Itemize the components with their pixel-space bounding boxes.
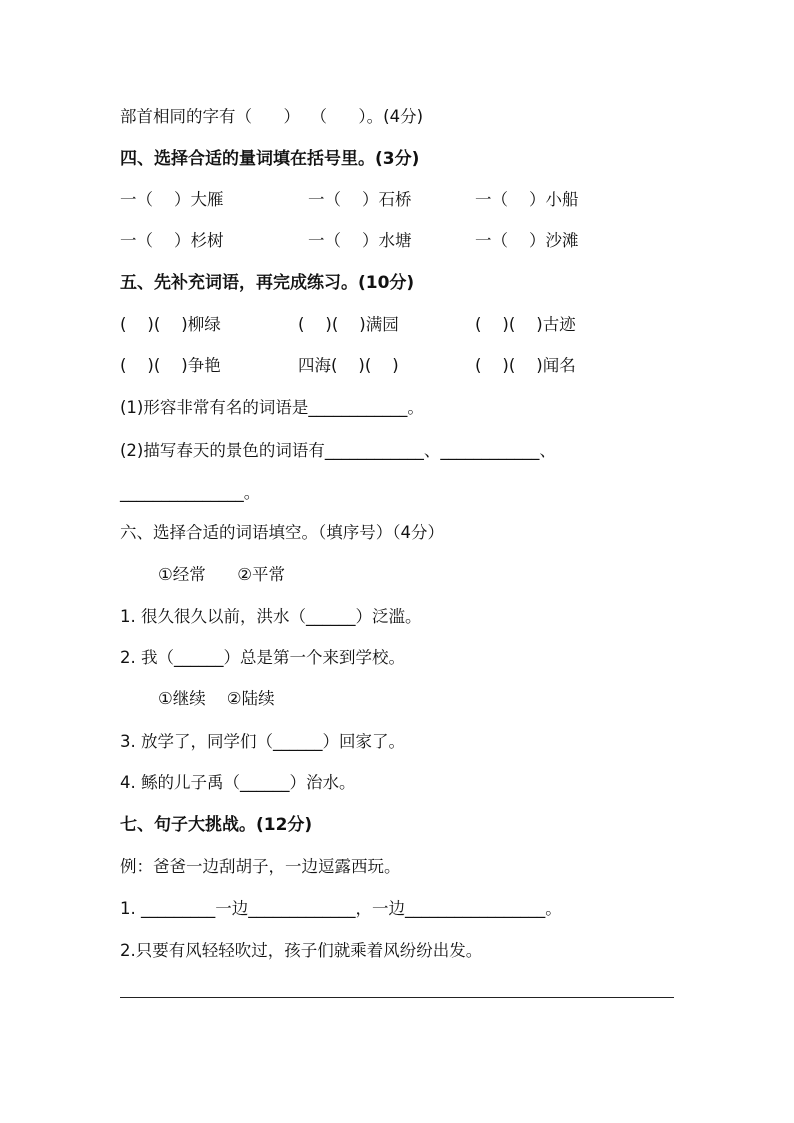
q6-sentence-3: 3. 放学了，同学们（______）回家了。	[120, 732, 405, 751]
q3-tail: 部首相同的字有（ ） （ ）。(4分)	[120, 107, 424, 126]
q7-sentence-2: 2.只要有风轻轻吹过，孩子们就乘着风纷纷出发。	[120, 941, 483, 960]
q6-sentence-1: 1. 很久很久以前，洪水（______）泛滥。	[120, 607, 422, 626]
q4-row2-item3: 一（ ）沙滩	[475, 231, 579, 250]
section-7-title: 七、句子大挑战。(12分)	[120, 815, 313, 835]
q5-row1-item2: ( )( )满园	[298, 315, 399, 334]
q4-row1-item2: 一（ ）石桥	[308, 190, 412, 209]
q5-row1-item3: ( )( )古迹	[475, 315, 576, 334]
q4-row1-item1: 一（ ）大雁	[120, 190, 224, 209]
q4-row2-item2: 一（ ）水塘	[308, 231, 412, 250]
q4-row1-item3: 一（ ）小船	[475, 190, 579, 209]
q5-item2: (2)描写春天的景色的词语有____________、____________、	[120, 441, 556, 460]
section-6-title: 六、选择合适的词语填空。（填序号）（4分）	[120, 523, 444, 542]
q6-sentence-2: 2. 我（______）总是第一个来到学校。	[120, 648, 405, 667]
q6-options-1: ①经常 ②平常	[158, 565, 286, 584]
q7-sentence-1: 1. _________一边_____________，一边_________________。	[120, 899, 562, 918]
q4-row2-item1: 一（ ）杉树	[120, 231, 224, 250]
q7-example: 例：爸爸一边刮胡子，一边逗露西玩。	[120, 857, 401, 876]
q5-row2-item1: ( )( )争艳	[120, 356, 221, 375]
q6-options-2: ①继续 ②陆续	[158, 689, 275, 708]
q5-item2-continued: _______________。	[120, 483, 261, 502]
q5-item1: (1)形容非常有名的词语是____________。	[120, 398, 424, 417]
section-5-title: 五、先补充词语，再完成练习。(10分)	[120, 273, 415, 293]
q5-row1-item1: ( )( )柳绿	[120, 315, 221, 334]
q5-row2-item3: ( )( )闻名	[475, 356, 576, 375]
q6-sentence-4: 4. 鲧的儿子禹（______）治水。	[120, 773, 356, 792]
answer-line	[120, 997, 674, 998]
q5-row2-item2: 四海( )( )	[298, 356, 399, 375]
section-4-title: 四、选择合适的量词填在括号里。(3分)	[120, 149, 420, 169]
